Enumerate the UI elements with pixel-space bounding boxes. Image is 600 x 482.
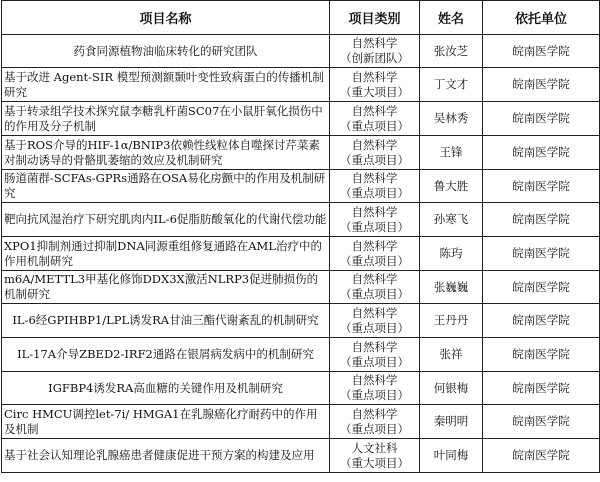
table-row (2, 170, 600, 203)
project-type-cell (330, 405, 420, 439)
person-name-cell: 陈玙 (420, 237, 483, 271)
project-name-cell: 基于社会认知理论乳腺癌患者健康促进干预方案的构建及应用 (2, 439, 330, 473)
project-level: （重点项目） (340, 287, 409, 301)
project-category: 自然科学 (351, 272, 398, 286)
project-name-cell: 基于ROS介导的HIF-1α/BNIP3依赖性线粒体自噬探讨芹菜素对制动诱导的骨骼肌萎缩的效应及机制研究 (2, 136, 330, 170)
host-unit-cell: 皖南医学院 (483, 439, 600, 473)
person-name-cell: 秦明明 (420, 405, 483, 439)
host-unit-cell: 皖南医学院 (483, 271, 600, 304)
header-person-name: 姓名 (420, 1, 483, 35)
header-project-name: 项目名称 (2, 1, 330, 35)
project-level: （重点项目） (340, 320, 409, 335)
project-level: （重点项目） (340, 388, 409, 402)
project-level: （重大项目） (340, 455, 409, 470)
project-name-cell: Circ HMCU调控let-7i/ HMGA1在乳腺癌化疗耐药中的作用及机制 (2, 405, 330, 439)
person-name-cell: 张巍巍 (420, 271, 483, 304)
person-name-cell: 丁文才 (420, 68, 483, 102)
project-type-cell (330, 102, 420, 136)
host-unit-cell: 皖南医学院 (483, 304, 600, 338)
person-name-cell: 王锋 (420, 136, 483, 170)
project-level: （重点项目） (340, 421, 409, 436)
project-name-cell: XPO1抑制剂通过抑制DNA同源重组修复通路在AML治疗中的作用机制研究 (2, 237, 330, 271)
project-name-cell: 基于改进 Agent-SIR 模型预测额颞叶变性致病蛋白的传播机制研究 (2, 68, 330, 102)
header-row (2, 1, 600, 35)
project-type-cell (330, 68, 420, 102)
project-category: 自然科学 (351, 204, 398, 219)
host-unit-cell: 皖南医学院 (483, 203, 600, 237)
table-row (2, 372, 600, 405)
table-body (2, 35, 600, 473)
table-row (2, 237, 600, 271)
project-type-cell (330, 338, 420, 372)
project-type-cell (330, 203, 420, 237)
project-type-cell (330, 136, 420, 170)
project-name-cell: 基于转录组学技术探究鼠李糖乳杆菌SC07在小鼠肝氧化损伤中的作用及分子机制 (2, 102, 330, 136)
host-unit-cell: 皖南医学院 (483, 35, 600, 68)
person-name-cell: 王丹丹 (420, 304, 483, 338)
person-name-cell: 何银梅 (420, 372, 483, 405)
project-name-cell: IL-6经GPIHBP1/LPL诱发RA甘油三酯代谢紊乱的机制研究 (2, 304, 330, 338)
header-host-unit: 依托单位 (483, 1, 600, 35)
project-category: 自然科学 (351, 406, 398, 421)
table-row (2, 338, 600, 372)
project-category: 自然科学 (351, 238, 398, 253)
project-category: 自然科学 (351, 137, 398, 152)
project-name-cell: IGFBP4诱发RA高血糖的关键作用及机制研究 (2, 372, 330, 405)
project-category: 人文社科 (351, 440, 398, 455)
host-unit-cell: 皖南医学院 (483, 338, 600, 372)
project-level: （重点项目） (340, 253, 409, 268)
header-project-type: 项目类别 (330, 1, 420, 35)
project-type-cell (330, 304, 420, 338)
project-level: （重大项目） (340, 84, 409, 99)
host-unit-cell: 皖南医学院 (483, 136, 600, 170)
host-unit-cell: 皖南医学院 (483, 68, 600, 102)
person-name-cell: 叶同梅 (420, 439, 483, 473)
host-unit-cell: 皖南医学院 (483, 170, 600, 203)
project-type-cell (330, 170, 420, 203)
table-row (2, 271, 600, 304)
table-row (2, 304, 600, 338)
project-level: （重点项目） (340, 152, 409, 167)
project-name-cell: 靶向抗风湿治疗下研究肌肉内IL-6促脂肪酸氧化的代谢代偿功能 (2, 203, 330, 237)
project-table (1, 0, 600, 473)
person-name-cell: 鲁大胜 (420, 170, 483, 203)
host-unit-cell: 皖南医学院 (483, 237, 600, 271)
host-unit-cell: 皖南医学院 (483, 102, 600, 136)
person-name-cell: 张祥 (420, 338, 483, 372)
project-category: 自然科学 (351, 373, 398, 387)
project-category: 自然科学 (351, 171, 398, 185)
host-unit-cell: 皖南医学院 (483, 405, 600, 439)
project-name-cell: 肠道菌群-SCFAs-GPRs通路在OSA易化房颤中的作用及机制研究 (2, 170, 330, 203)
table-row (2, 35, 600, 68)
project-level: （重点项目） (340, 118, 409, 133)
table-row (2, 405, 600, 439)
project-level: （重点项目） (340, 186, 409, 200)
project-category: 自然科学 (351, 339, 398, 354)
table-row (2, 68, 600, 102)
table-row (2, 203, 600, 237)
project-category: 自然科学 (351, 69, 398, 84)
person-name-cell: 孙寒飞 (420, 203, 483, 237)
host-unit-cell: 皖南医学院 (483, 372, 600, 405)
project-type-cell (330, 237, 420, 271)
project-category: 自然科学 (351, 305, 398, 320)
project-level: （重点项目） (340, 354, 409, 369)
project-type-cell (330, 271, 420, 304)
project-level: （创新团队） (340, 51, 409, 65)
person-name-cell: 吴林秀 (420, 102, 483, 136)
project-name-cell: 药食同源植物油临床转化的研究团队 (2, 35, 330, 68)
project-category: 自然科学 (351, 103, 398, 118)
project-name-cell: m6A/METTL3甲基化修饰DDX3X激活NLRP3促进肺损伤的机制研究 (2, 271, 330, 304)
project-level: （重点项目） (340, 219, 409, 234)
person-name-cell: 张汝芝 (420, 35, 483, 68)
project-type-cell (330, 372, 420, 405)
table-row (2, 439, 600, 473)
project-category: 自然科学 (351, 36, 398, 50)
project-name-cell: IL-17A介导ZBED2-IRF2通路在银屑病发病中的机制研究 (2, 338, 330, 372)
project-type-cell (330, 35, 420, 68)
project-type-cell (330, 439, 420, 473)
table-row (2, 102, 600, 136)
table-row (2, 136, 600, 170)
